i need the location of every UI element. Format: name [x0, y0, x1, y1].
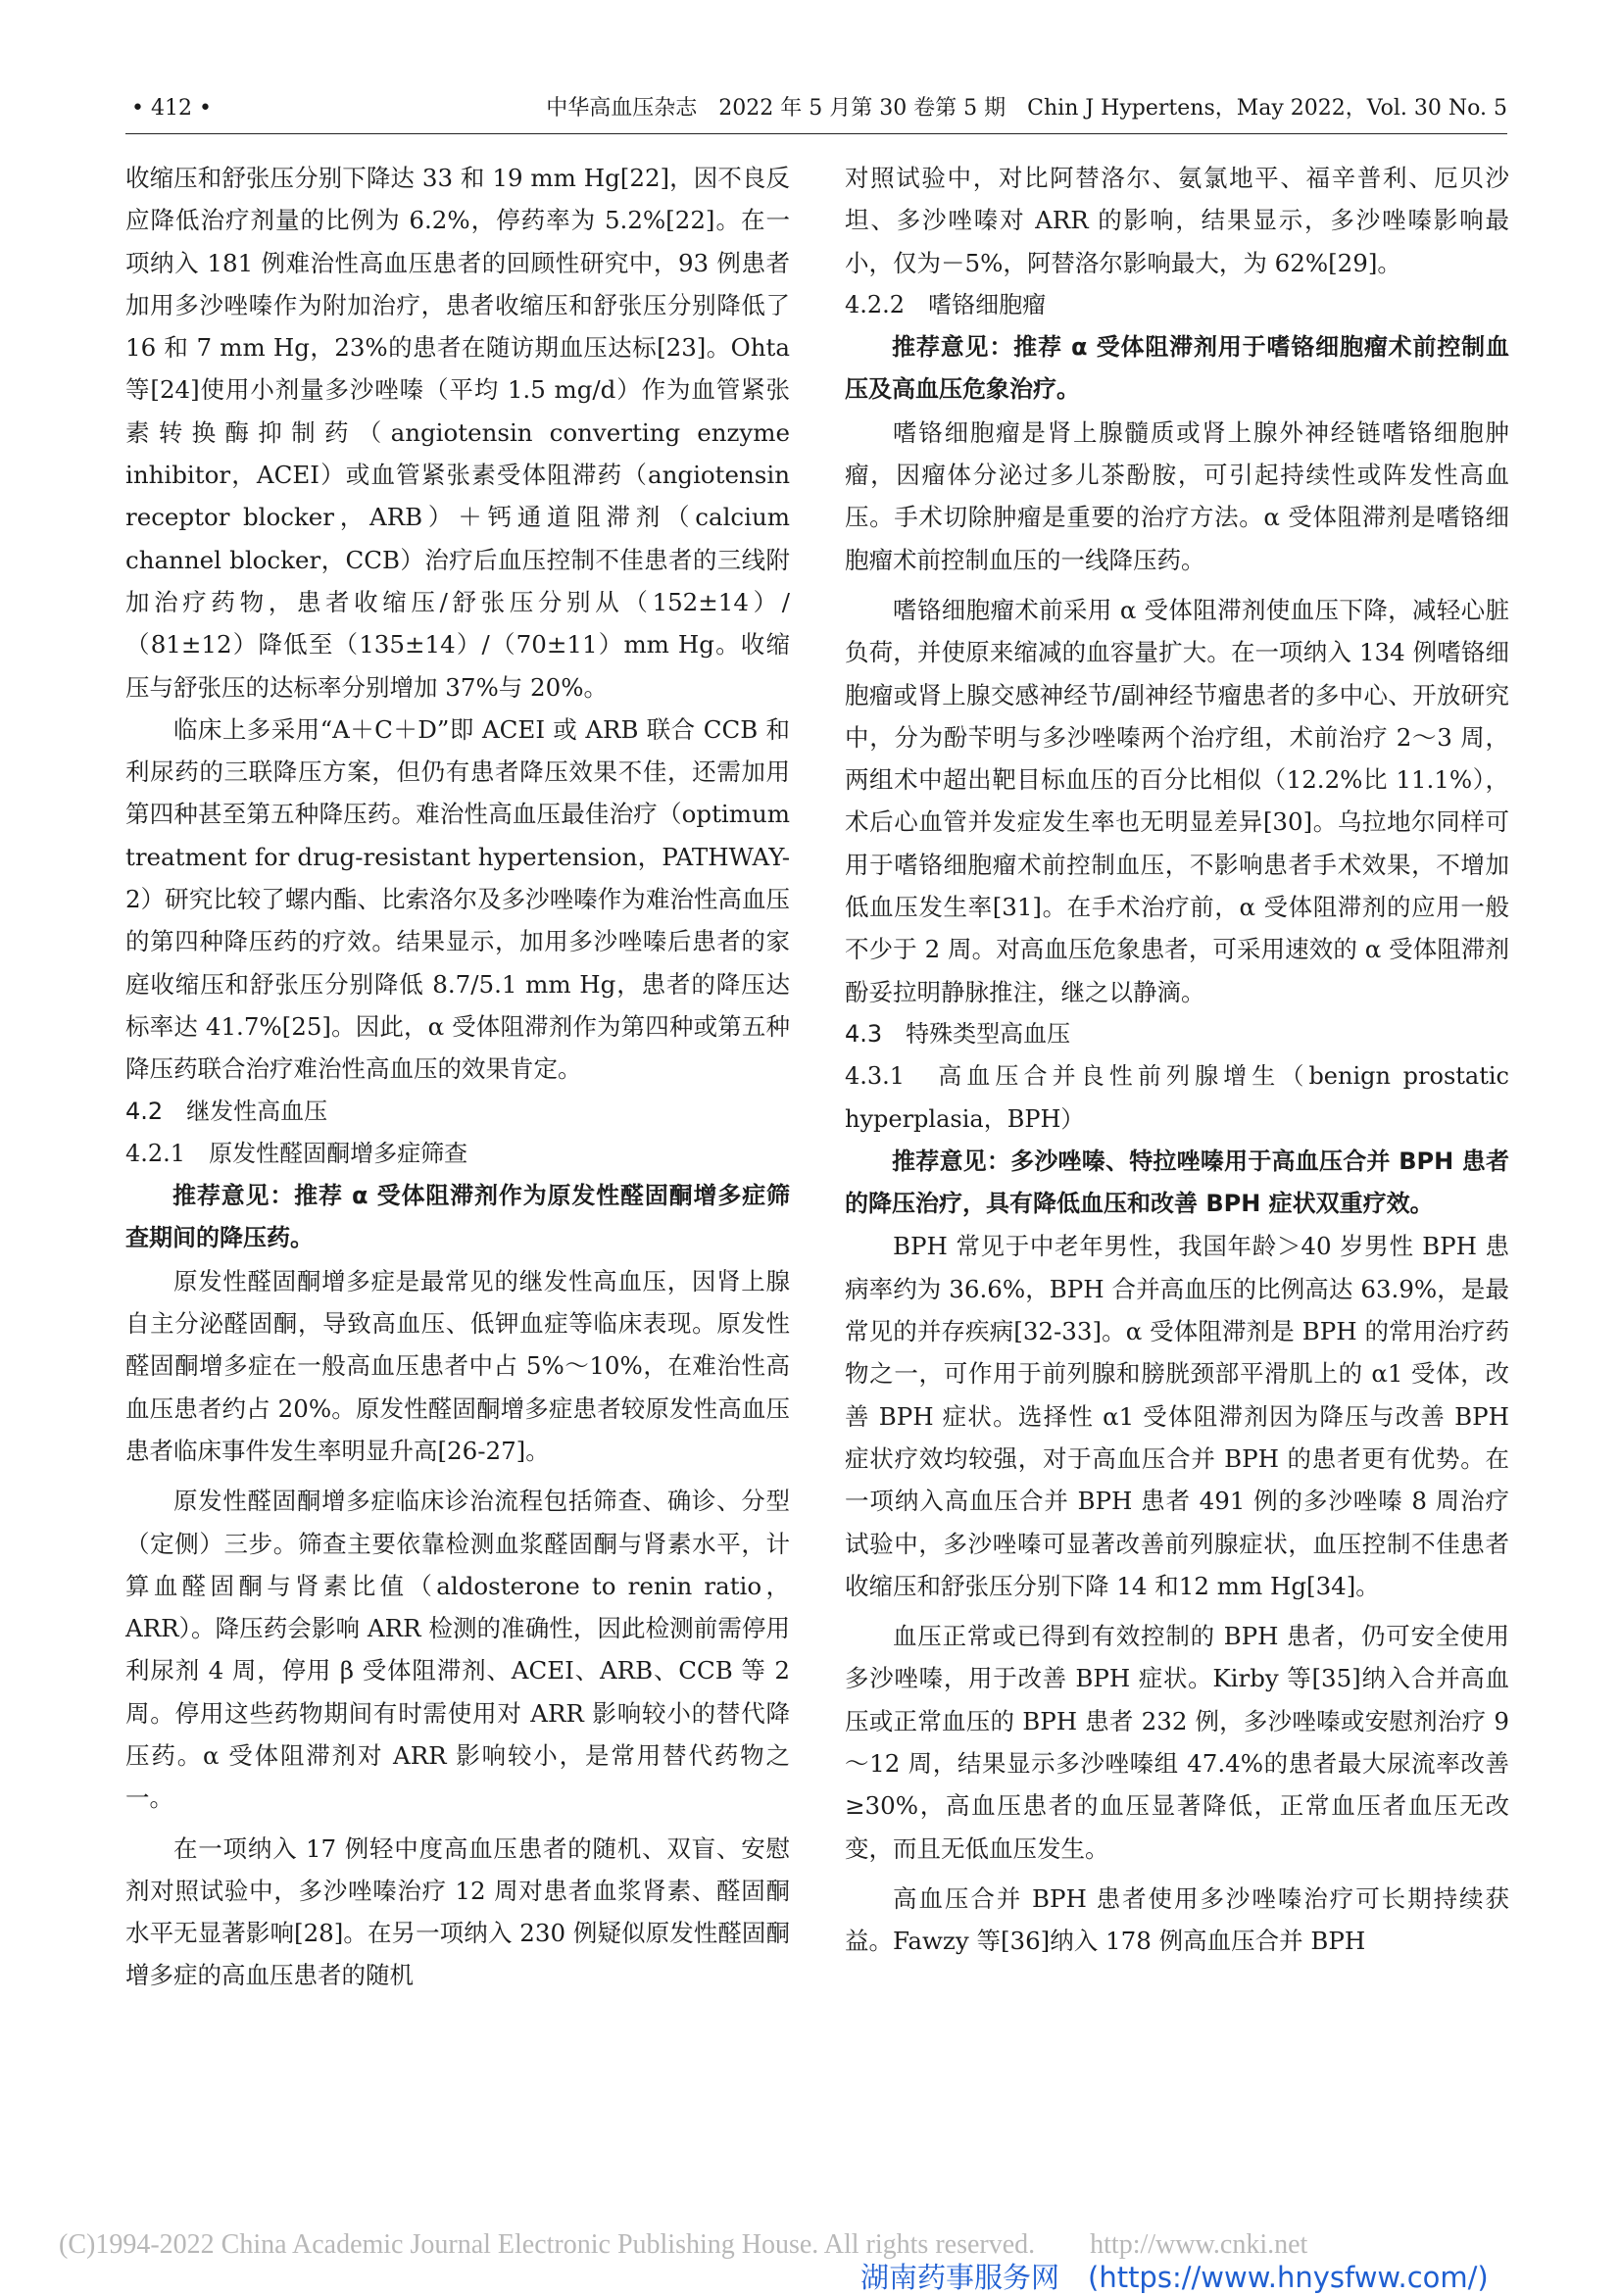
- paragraph: 原发性醛固酮增多症临床诊治流程包括筛查、确诊、分型（定侧）三步。筛查主要依靠检测血浆醛固酮与肾素水平，计算血醛固酮与肾素比值（aldosterone to renin ratio，ARR）。降压药会影响 ARR 检测的准确性，因此检测前需停用利尿剂 4 周，停用 β 受体阻滞剂、ACEI、ARB、CCB 等 2 周。停用这些药物期间有时需使用对 ARR 影响较小的替代降压药。α 受体阻滞剂对 ARR 影响较小，是常用替代药物之一。: [125, 1487, 790, 1813]
- paragraph: 原发性醛固酮增多症是最常见的继发性高血压，因肾上腺自主分泌醛固酮，导致高血压、低钾血症等临床表现。原发性醛固酮增多症在一般高血压患者中占 5%～10%，在难治性高血压患者约占 20%。原发性醛固酮增多症患者较原发性高血压患者临床事件发生率明显升高[26-27]。: [125, 1266, 790, 1465]
- paragraph: 临床上多采用“A＋C＋D”即 ACEI 或 ARB 联合 CCB 和利尿药的三联降压方案，但仍有患者降压效果不佳，还需加用第四种甚至第五种降压药。难治性高血压最佳治疗（optimum treatment for drug-resistant hypertension，PATHWAY-2）研究比较了螺内酯、比索洛尔及多沙唑嗪作为难治性高血压的第四种降压药的疗效。结果显示，加用多沙唑嗪后患者的家庭收缩压和舒张压分别降低 8.7/5.1 mm Hg，患者的降压达标率达 41.7%[25]。因此，α 受体阻滞剂作为第四种或第五种降压药联合治疗难治性高血压的效果肯定。: [125, 714, 790, 1084]
- paragraph: BPH 常见于中老年男性，我国年龄＞40 岁男性 BPH 患病率约为 36.6%，BPH 合并高血压的比例高达 63.9%，是最常见的并存疾病[32-33]。α 受体阻滞剂是 BPH 的常用治疗药物之一，可作用于前列腺和膀胱颈部平滑肌上的 α1 受体，改善 BPH 症状。选择性 α1 受体阻滞剂因为降压与改善 BPH 症状疗效均较强，对于高血压合并 BPH 的患者更有优势。在一项纳入高血压合并 BPH 患者 491 例的多沙唑嗪 8 周治疗试验中，多沙唑嗪可显著改善前列腺症状，血压控制不佳患者收缩压和舒张压分别下降 14 和12 mm Hg[34]。: [845, 1232, 1509, 1600]
- section-heading: 4.3 特殊类型高血压: [845, 1019, 1071, 1048]
- section-heading: 4.2 继发性高血压: [125, 1097, 328, 1125]
- paragraph: 在一项纳入 17 例轻中度高血压患者的随机、双盲、安慰剂对照试验中，多沙唑嗪治疗 12 周对患者血浆肾素、醛固酮水平无显著影响[28]。在另一项纳入 230 例疑似原发性醛固酮增多症的高血压患者的随机: [125, 1833, 790, 1990]
- subsection-heading: 4.3.1 高血压合并良性前列腺增生（benign prostatic hyperplasia，BPH）: [845, 1062, 1509, 1133]
- right-column: [845, 157, 1509, 1962]
- paragraph: 血压正常或已得到有效控制的 BPH 患者，仍可安全使用多沙唑嗪，用于改善 BPH 症状。Kirby 等[35]纳入合并高血压或正常血压的 BPH 患者 232 例，多沙唑嗪或安慰剂治疗 9～12 周，结果显示多沙唑嗪组 47.4%的患者最大尿流率改善≥30%，高血压患者的血压显著降低，正常血压者血压无改变，而且无低血压发生。: [845, 1622, 1509, 1863]
- recommendation: 推荐意见：推荐 α 受体阻滞剂用于嗜铬细胞瘤术前控制血压及高血压危象治疗。: [845, 333, 1509, 404]
- journal-citation: 中华高血压杂志 2022 年 5 月第 30 卷第 5 期 Chin J Hypertens，May 2022，Vol. 30 No. 5: [546, 96, 1507, 121]
- source-watermark-link[interactable]: 湖南药事服务网 (https://www.hnysfww.com/): [860, 2261, 1489, 2294]
- header-rule: [125, 133, 1507, 134]
- recommendation: 推荐意见：推荐 α 受体阻滞剂作为原发性醛固酮增多症筛查期间的降压药。: [125, 1182, 790, 1252]
- recommendation: 推荐意见：多沙唑嗪、特拉唑嗪用于高血压合并 BPH 患者的降压治疗，具有降低血压和改善 BPH 症状双重疗效。: [845, 1147, 1509, 1218]
- running-header: [125, 92, 1507, 125]
- left-column: [125, 157, 790, 1997]
- paragraph: 嗜铬细胞瘤是肾上腺髓质或肾上腺外神经链嗜铬细胞肿瘤，因瘤体分泌过多儿茶酚胺，可引起持续性或阵发性高血压。手术切除肿瘤是重要的治疗方法。α 受体阻滞剂是嗜铬细胞瘤术前控制血压的一线降压药。: [845, 417, 1509, 574]
- subsection-heading: 4.2.2 嗜铬细胞瘤: [845, 290, 1047, 318]
- copyright-notice: (C)1994-2022 China Academic Journal Electronic Publishing House. All rights reserved. http://www.cnki.net: [59, 2229, 1308, 2260]
- subsection-heading: 4.2.1 原发性醛固酮增多症筛查: [125, 1139, 468, 1167]
- page-number: • 412 •: [131, 96, 212, 121]
- paragraph: 对照试验中，对比阿替洛尔、氨氯地平、福辛普利、厄贝沙坦、多沙唑嗪对 ARR 的影响，结果显示，多沙唑嗪影响最小，仅为－5%，阿替洛尔影响最大，为 62%[29]。: [845, 164, 1509, 277]
- paragraph: 嗜铬细胞瘤术前采用 α 受体阻滞剂使血压下降，减轻心脏负荷，并使原来缩减的血容量扩大。在一项纳入 134 例嗜铬细胞瘤或肾上腺交感神经节/副神经节瘤患者的多中心、开放研究中，分为酚苄明与多沙唑嗪两个治疗组，术前治疗 2～3 周，两组术中超出靶目标血压的百分比相似（12.2%比 11.1%），术后心血管并发症发生率也无明显差异[30]。乌拉地尔同样可用于嗜铬细胞瘤术前控制血压，不影响患者手术效果，不增加低血压发生率[31]。在手术治疗前，α 受体阻滞剂的应用一般不少于 2 周。对高血压危象患者，可采用速效的 α 受体阻滞剂酚妥拉明静脉推注，继之以静滴。: [845, 595, 1509, 1006]
- paragraph: 收缩压和舒张压分别下降达 33 和 19 mm Hg[22]，因不良反应降低治疗剂量的比例为 6.2%，停药率为 5.2%[22]。在一项纳入 181 例难治性高血压患者的回顾性研究中，93 例患者加用多沙唑嗪作为附加治疗，患者收缩压和舒张压分别降低了 16 和 7 mm Hg，23%的患者在随访期血压达标[23]。Ohta 等[24]使用小剂量多沙唑嗪（平均 1.5 mg/d）作为血管紧张素转换酶抑制药（angiotensin converting enzyme inhibitor，ACEI）或血管紧张素受体阻滞药（angiotensin receptor blocker，ARB）＋钙通道阻滞剂（calcium channel blocker，CCB）治疗后血压控制不佳患者的三线附加治疗药物，患者收缩压/舒张压分别从（152±14）/（81±12）降低至（135±14）/（70±11）mm Hg。收缩压与舒张压的达标率分别增加 37%与 20%。: [125, 164, 790, 702]
- paragraph: 高血压合并 BPH 患者使用多沙唑嗪治疗可长期持续获益。Fawzy 等[36]纳入 178 例高血压合并 BPH: [845, 1883, 1509, 1956]
